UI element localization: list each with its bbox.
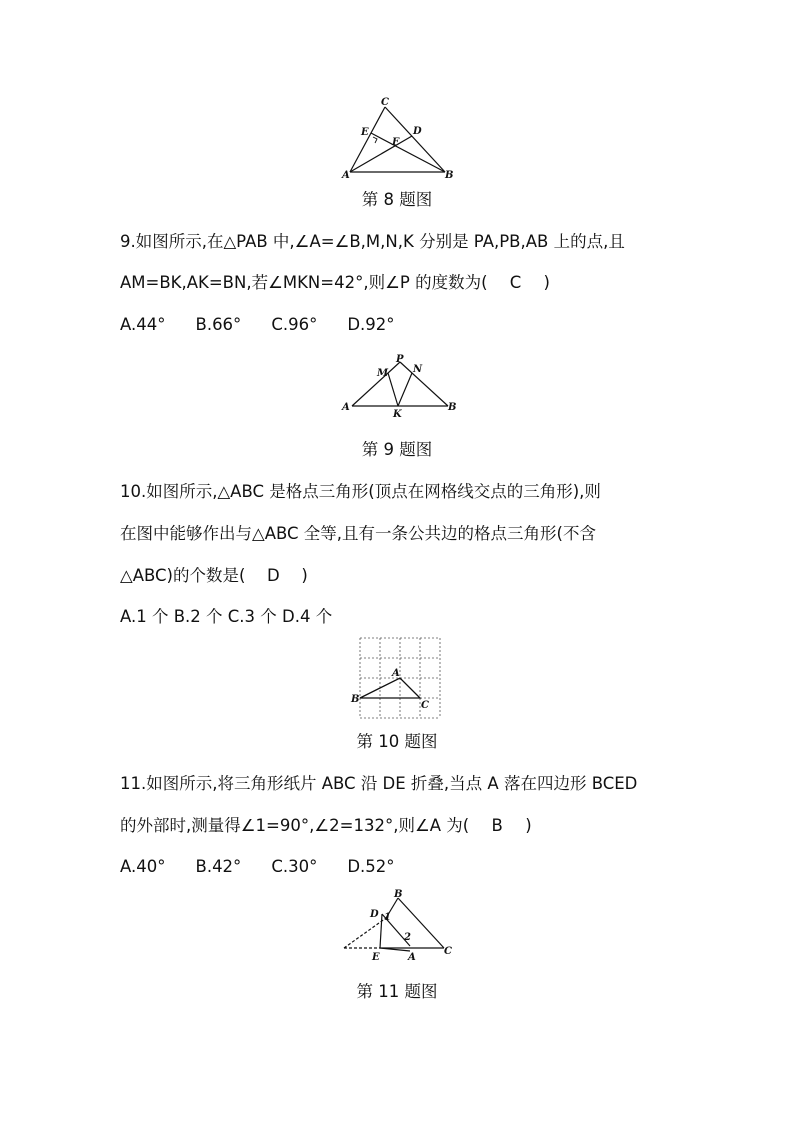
label-f: F: [392, 137, 400, 148]
q11-option-b: B.42°: [195, 857, 242, 876]
segment-ap: [352, 362, 400, 406]
label-a: A: [392, 668, 400, 679]
label-c: C: [421, 700, 429, 711]
caption-figure-9: 第 9 题图: [361, 440, 433, 459]
figure-11: [336, 888, 466, 968]
label-n: N: [413, 364, 423, 375]
q10-line-2: 在图中能够作出与△ABC 全等,且有一条公共边的格点三角形(不含: [120, 524, 596, 543]
q9-answer: C: [509, 273, 522, 292]
q10-answer: D: [267, 566, 280, 585]
label-angle-2: 2: [404, 932, 411, 943]
triangle-abc: [360, 678, 420, 698]
q9-option-b: B.66°: [195, 315, 242, 334]
q10-options: A.1 个 B.2 个 C.3 个 D.4 个: [120, 607, 333, 626]
q11-line-1: 11.如图所示,将三角形纸片 ABC 沿 DE 折叠,当点 A 落在四边形 BCED: [120, 774, 638, 793]
q9-option-d: D.92°: [347, 315, 395, 334]
label-a: A: [342, 170, 350, 181]
q11-option-a: A.40°: [120, 857, 166, 876]
label-d: D: [370, 909, 379, 920]
q9-line-1: 9.如图所示,在△PAB 中,∠A=∠B,M,N,K 分别是 PA,PB,AB 上的点,且: [120, 232, 625, 251]
label-a: A: [408, 952, 416, 963]
label-e: E: [361, 127, 369, 138]
q9-close-paren: ): [543, 273, 550, 292]
q11-line-2: [120, 815, 532, 837]
label-b: B: [448, 402, 457, 413]
fold-line-de: [380, 914, 382, 948]
label-b: B: [351, 694, 360, 705]
label-b: B: [394, 889, 403, 900]
q11-option-d: D.52°: [347, 857, 395, 876]
q11-option-c: C.30°: [271, 857, 318, 876]
label-k: K: [393, 409, 402, 420]
q11-stem: 的外部时,测量得∠1=90°,∠2=132°,则∠A 为(: [120, 816, 470, 835]
q10-line-1: 10.如图所示,△ABC 是格点三角形(顶点在网格线交点的三角形),则: [120, 482, 601, 501]
label-a: A: [342, 402, 350, 413]
caption-figure-11: 第 11 题图: [356, 982, 438, 1001]
label-m: M: [377, 368, 389, 379]
label-e: E: [372, 952, 380, 963]
label-angle-1: 1: [384, 912, 391, 923]
label-c: C: [444, 946, 452, 957]
q11-close-paren: ): [525, 816, 532, 835]
caption-figure-10: 第 10 题图: [356, 732, 438, 751]
q11-answer: B: [491, 816, 503, 835]
label-p: P: [396, 354, 404, 365]
q9-stem: AM=BK,AK=BN,若∠MKN=42°,则∠P 的度数为(: [120, 273, 488, 292]
q10-close-paren: ): [301, 566, 308, 585]
right-angle-mark: [373, 137, 377, 143]
label-c: C: [381, 97, 389, 108]
q10-stem: △ABC)的个数是(: [120, 566, 246, 585]
segment-mk: [388, 373, 398, 406]
caption-figure-8: 第 8 题图: [361, 190, 433, 209]
q9-option-a: A.44°: [120, 315, 166, 334]
label-d: D: [413, 126, 422, 137]
segment-nk: [398, 373, 412, 406]
label-b: B: [445, 170, 454, 181]
q10-line-3: [120, 565, 308, 587]
figure-8: [340, 95, 460, 185]
q9-line-2: [120, 272, 550, 294]
q9-option-c: C.96°: [271, 315, 318, 334]
figure-10: [348, 632, 448, 722]
q11-options: [120, 856, 425, 878]
figure-9: [340, 352, 460, 422]
q9-options: [120, 314, 425, 336]
